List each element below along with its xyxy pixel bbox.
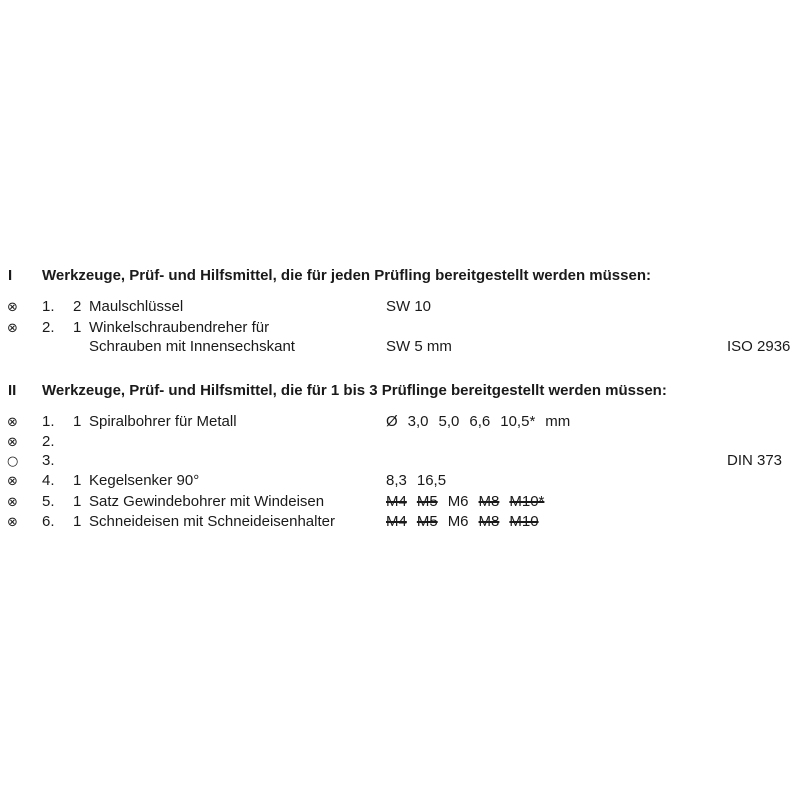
item-spec: SW 5 mm: [386, 338, 452, 355]
item-number: 2.: [42, 433, 55, 450]
checked-circle-icon: ⊗: [7, 495, 18, 510]
section-2-heading: Werkzeuge, Prüf- und Hilfsmittel, die für 1 bis 3 Prüflinge bereitgestellt werden müssen:: [42, 382, 667, 399]
struck-value: M4: [386, 513, 407, 530]
item-quantity: 1: [73, 513, 82, 530]
item-description-line-2: Schrauben mit Innensechskant: [89, 338, 295, 355]
item-norm: ISO 2936: [727, 338, 791, 355]
item-number: 1.: [42, 298, 55, 315]
value: mm: [545, 413, 571, 430]
checked-circle-icon: ⊗: [7, 474, 18, 489]
item-description: Winkelschraubendreher für: [89, 319, 270, 336]
item-number: 5.: [42, 493, 55, 510]
item-quantity: 1: [73, 472, 82, 489]
item-number: 3.: [42, 452, 55, 469]
item-norm: DIN 373: [727, 452, 783, 469]
item-quantity: 1: [73, 493, 82, 510]
value: M6: [447, 493, 469, 510]
item-description: Kegelsenker 90°: [89, 472, 200, 489]
item-number: 1.: [42, 413, 55, 430]
struck-value: M8: [478, 513, 500, 530]
item-description: Maulschlüssel: [89, 298, 184, 315]
item-number: 6.: [42, 513, 55, 530]
value: 5,0: [438, 413, 460, 430]
item-spec: SW 10: [386, 298, 432, 315]
section-2-numeral: II: [8, 382, 17, 399]
section-1-heading: Werkzeuge, Prüf- und Hilfsmittel, die für jeden Prüfling bereitgestellt werden müssen:: [42, 267, 651, 284]
checked-circle-icon: ⊗: [7, 435, 18, 450]
empty-circle-icon: ○: [7, 454, 19, 469]
value: Ø: [386, 413, 398, 430]
item-quantity: 1: [73, 413, 82, 430]
item-description: Schneideisen mit Schneideisenhalter: [89, 513, 335, 530]
checked-circle-icon: ⊗: [7, 515, 18, 530]
item-description: Spiralbohrer für Metall: [89, 413, 237, 430]
item-values: [386, 472, 446, 490]
value: M6: [447, 513, 469, 530]
struck-value: M10: [509, 513, 539, 530]
item-values: [386, 493, 544, 511]
value: 3,0: [407, 413, 429, 430]
item-quantity: 1: [73, 319, 82, 336]
struck-value: M10*: [509, 493, 545, 510]
struck-value: M8: [478, 493, 500, 510]
item-number: 4.: [42, 472, 55, 489]
struck-value: M5: [416, 513, 438, 530]
value: 6,6: [469, 413, 491, 430]
checked-circle-icon: ⊗: [7, 300, 18, 315]
section-1-numeral: I: [8, 267, 13, 284]
struck-value: M5: [416, 493, 438, 510]
item-description: Satz Gewindebohrer mit Windeisen: [89, 493, 325, 510]
item-values: [386, 413, 570, 431]
checked-circle-icon: ⊗: [7, 415, 18, 430]
item-values: [386, 513, 539, 531]
checked-circle-icon: ⊗: [7, 321, 18, 336]
item-quantity: 2: [73, 298, 82, 315]
item-number: 2.: [42, 319, 55, 336]
value: 8,3: [386, 472, 407, 489]
value: 16,5: [416, 472, 447, 489]
struck-value: M4: [386, 493, 407, 510]
value: 10,5*: [500, 413, 536, 430]
